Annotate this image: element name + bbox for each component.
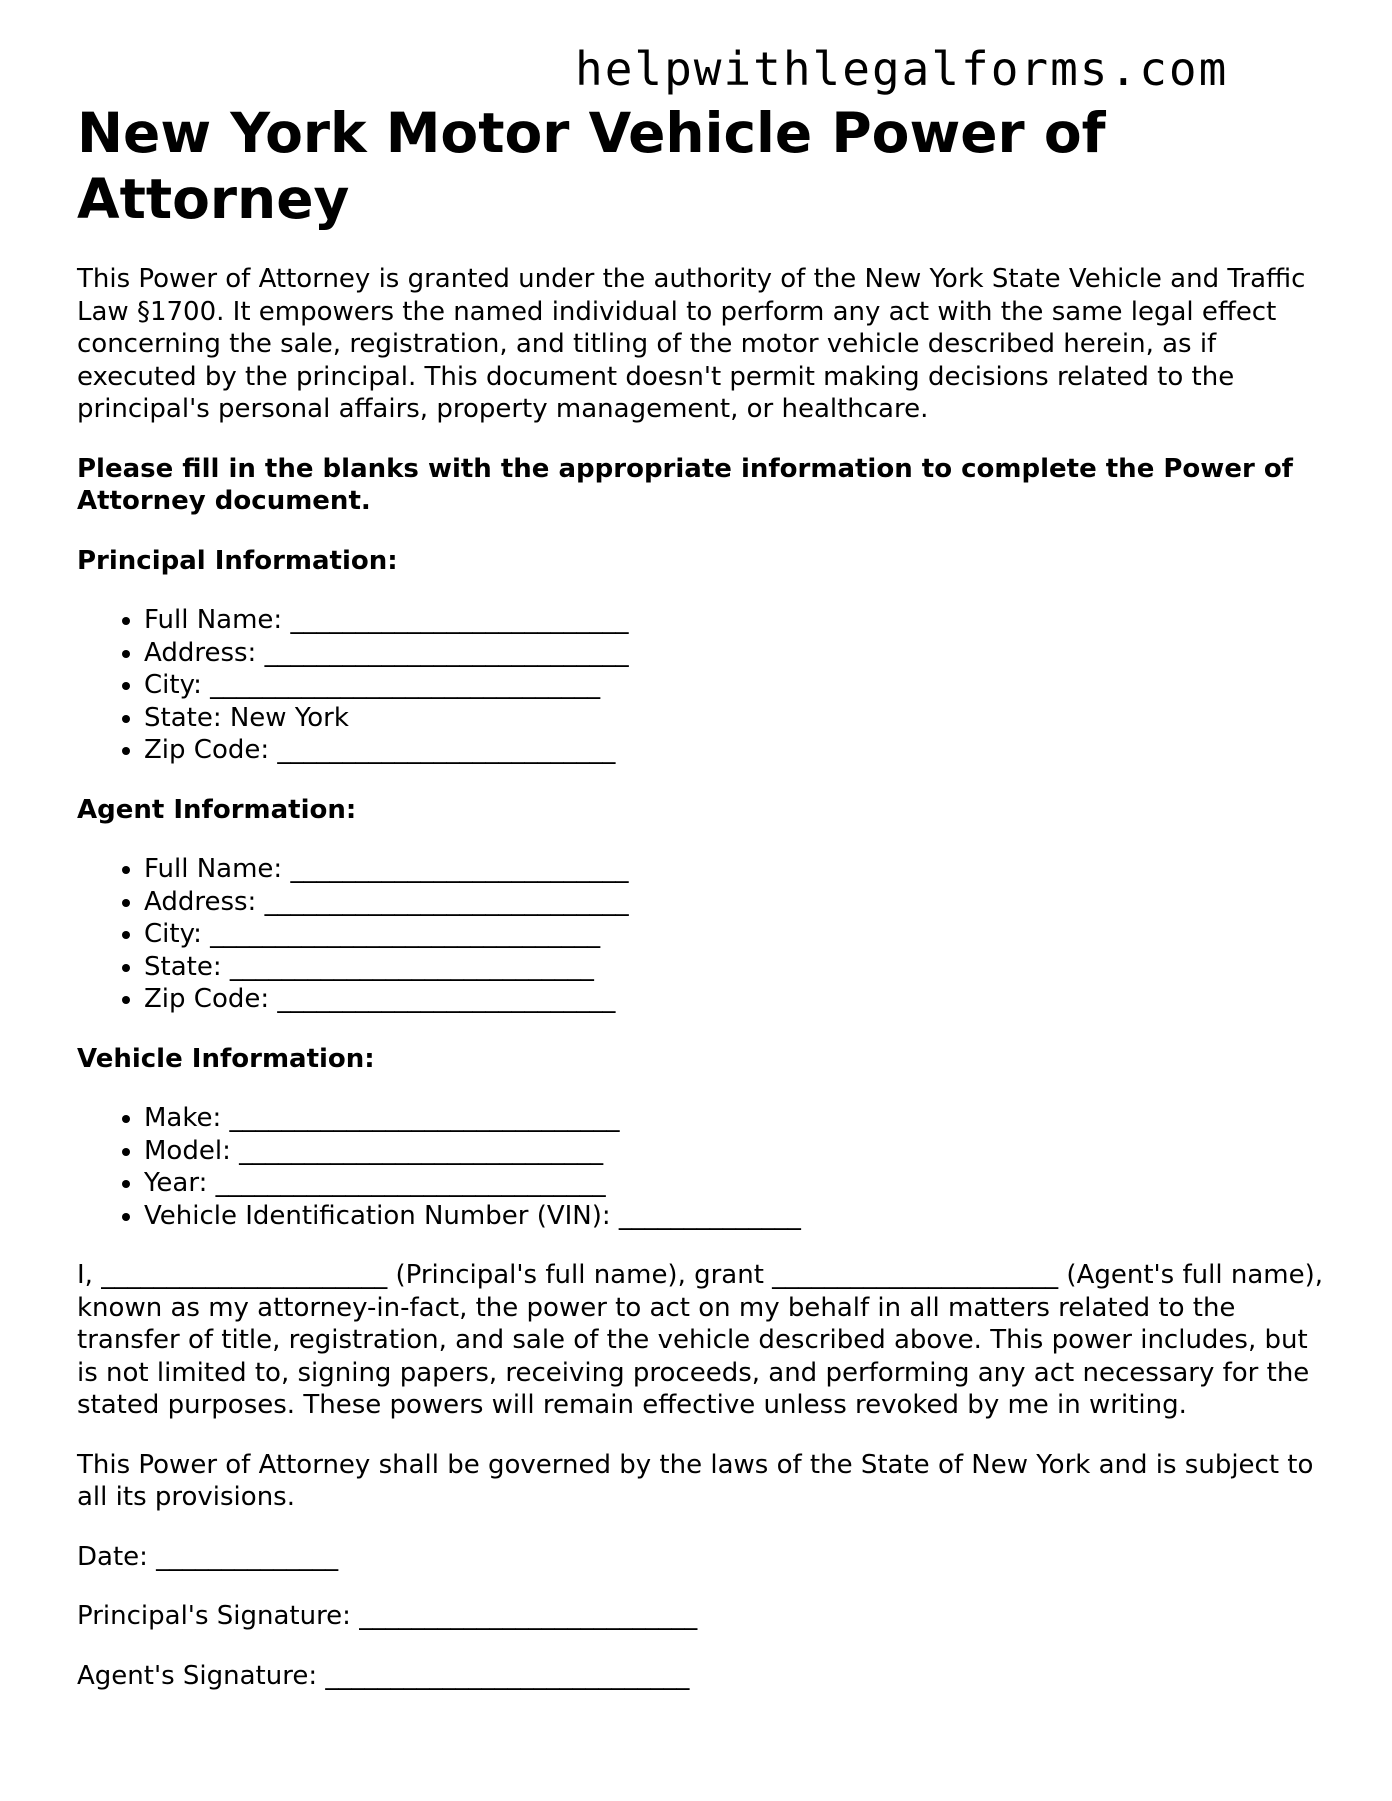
agent-address: • Address: ____________________________ <box>144 886 1327 919</box>
intro-paragraph: This Power of Attorney is granted under the authority of the New York State Vehicle and Traffic Law §1700. It empowers the named individual to perform any act with the same legal effect concerning the sale, registration, and titling of the motor vehicle described herein, as if executed by the principal. This document doesn't permit making decisions related to the principal's personal affairs, property management, or healthcare. <box>77 264 1306 424</box>
vehicle-list <box>77 1102 1327 1232</box>
vehicle-year: • Year: ______________________________ <box>144 1167 1327 1200</box>
vehicle-model: • Model: ____________________________ <box>144 1135 1327 1168</box>
principal-city: • City: ______________________________ <box>144 669 1327 702</box>
instruction-paragraph: Please fill in the blanks with the appropriate information to complete the Power of Attorney document. <box>77 453 1293 516</box>
vehicle-vin: • Vehicle Identification Number (VIN): ______________ <box>144 1200 1327 1233</box>
principal-list <box>77 604 1327 767</box>
agent-state: • State: ____________________________ <box>144 951 1327 984</box>
agent-list <box>77 853 1327 1016</box>
agent-zip: • Zip Code: __________________________ <box>144 983 1327 1016</box>
date-line: Date: ______________ <box>77 1541 339 1572</box>
principal-heading: Principal Information: <box>77 545 398 576</box>
vehicle-make: • Make: ______________________________ <box>144 1102 1327 1135</box>
vehicle-heading: Vehicle Information: <box>77 1043 375 1074</box>
agent-city: • City: ______________________________ <box>144 918 1327 951</box>
document-body <box>77 263 1327 1719</box>
principal-state: • State: New York <box>144 702 1327 735</box>
principal-full-name: • Full Name: __________________________ <box>144 604 1327 637</box>
page-title: New York Motor Vehicle Power of Attorney <box>77 101 1106 231</box>
governing-law-paragraph: This Power of Attorney shall be governed by the laws of the State of New York and is subject to all its provisions. <box>77 1449 1314 1512</box>
grant-paragraph: I, ______________________ (Principal's full name), grant ______________________ (Agent's full name), known as my attorney-in-fact, the power to act on my behalf in all matters related to the transfer of title, registration, and sale of the vehicle described above. This power includes, but is not limited to, signing papers, receiving proceeds, and performing any act necessary for the stated purposes. These powers will remain effective unless revoked by me in writing. <box>77 1260 1323 1420</box>
site-watermark: helpwithlegalforms.com <box>575 42 1229 96</box>
agent-signature-line: Agent's Signature: ____________________________ <box>77 1660 690 1691</box>
agent-full-name: • Full Name: __________________________ <box>144 853 1327 886</box>
principal-signature-line: Principal's Signature: __________________________ <box>77 1601 698 1631</box>
principal-address: • Address: ____________________________ <box>144 637 1327 670</box>
principal-zip: • Zip Code: __________________________ <box>144 734 1327 767</box>
agent-heading: Agent Information: <box>77 794 357 825</box>
